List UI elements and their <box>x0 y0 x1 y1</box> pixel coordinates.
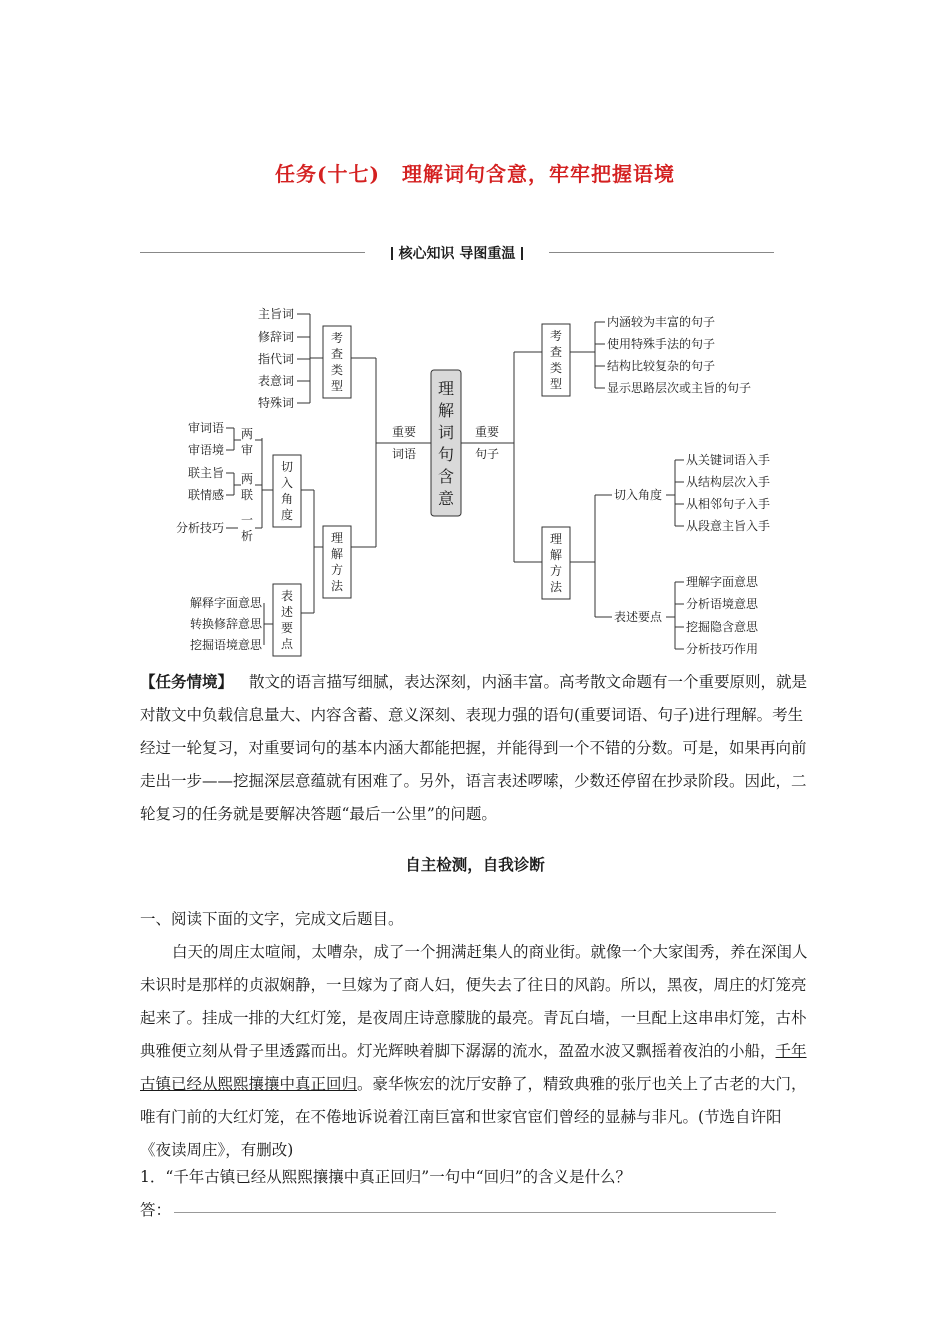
right-express-item: 挖掘隐含意思 <box>686 620 759 634</box>
task-number: 任务(十七) <box>275 162 380 186</box>
right-exam-type-item: 内涵较为丰富的句子 <box>607 315 716 329</box>
section-header <box>140 243 774 263</box>
left-exam-type-item: 修辞词 <box>257 330 294 344</box>
right-exam-type-item: 显示思路层次或主旨的句子 <box>607 381 752 395</box>
exercise-intro: 一、阅读下面的文字，完成文后题目。 <box>140 910 404 928</box>
passage <box>140 936 812 1167</box>
left-method-box-char: 解 <box>330 547 344 561</box>
right-branch-label: 重要 <box>474 425 500 439</box>
section-header-label <box>140 243 774 263</box>
left-express-item: 挖掘语境意思 <box>189 638 262 652</box>
passage-text-after: 。豪华恢宏的沈厅安静了，精致典雅的张厅也关上了古老的大门，唯有门前的大红灯笼，在不倦地诉说着江南巨富和世家官宦们曾经的显赫与非凡。(节选自许阳《夜读周庄》，有删改) <box>140 1075 807 1159</box>
right-express-label: 表述要点 <box>614 610 663 624</box>
left-angle-tag: 析 <box>240 529 254 543</box>
right-express-item: 理解字面意思 <box>686 575 759 589</box>
left-angle-item: 分析技巧 <box>175 521 224 535</box>
left-express-box-char: 述 <box>280 605 294 619</box>
left-angle-item: 审词语 <box>187 421 224 435</box>
left-exam-type-item: 指代词 <box>257 352 294 366</box>
left-branch-label: 重要 <box>391 425 417 439</box>
left-express-box-char: 点 <box>280 637 294 651</box>
subheading: 自主检测，自我诊断 <box>405 855 545 874</box>
left-exam-type-item: 表意词 <box>257 374 294 388</box>
right-angle-label: 切入角度 <box>614 488 663 502</box>
left-method-box-char: 理 <box>330 531 344 545</box>
answer-line[interactable] <box>174 1212 776 1213</box>
center-char: 词 <box>437 423 455 442</box>
right-exam-type-item: 使用特殊手法的句子 <box>607 337 716 351</box>
answer-label: 答： <box>140 1201 172 1219</box>
left-exam-types-box-char: 类 <box>330 363 344 377</box>
right-angle-item: 从结构层次入手 <box>686 475 771 489</box>
task-context-paragraph <box>140 665 812 831</box>
right-branch-label: 句子 <box>474 447 500 461</box>
left-exam-types-box-char: 型 <box>330 379 344 393</box>
mind-map <box>0 290 950 670</box>
right-method-box-char: 方 <box>549 564 563 578</box>
left-angle-tag: 两 <box>240 472 254 486</box>
right-method-box-char: 法 <box>549 580 563 594</box>
left-angle-item: 联情感 <box>187 488 224 502</box>
left-express-box-char: 表 <box>280 589 294 603</box>
section-header-text: 核心知识 导图重温 <box>398 246 516 262</box>
right-angle-item: 从关键词语入手 <box>686 453 771 467</box>
right-exam-types-box-char: 型 <box>549 377 563 391</box>
right-exam-type-item: 结构比较复杂的句子 <box>607 359 716 373</box>
left-angle-tag: 一 <box>240 513 254 527</box>
left-express-item: 解释字面意思 <box>189 596 262 610</box>
right-exam-types-box-char: 考 <box>549 329 563 343</box>
left-angle-tag: 两 <box>240 427 254 441</box>
right-exam-types-box-char: 类 <box>549 361 563 375</box>
center-char: 理 <box>437 379 455 398</box>
task-context-label: 【任务情境】 <box>140 672 234 691</box>
left-exam-types-box-char: 查 <box>330 347 344 361</box>
left-angle-box-char: 度 <box>280 508 294 522</box>
right-express-item: 分析语境意思 <box>686 597 759 611</box>
passage-underlined-sentence: 千年古镇已经从熙熙攘攘中真正回归 <box>140 1042 807 1093</box>
task-context-text: 散文的语言描写细腻，表达深刻，内涵丰富。高考散文命题有一个重要原则，就是对散文中负载信息量大、内容含蓄、意义深刻、表现力强的语句(重要词语、句子)进行理解。考生经过一轮复习，对重要词句的基本内涵大都能把握，并能得到一个不错的分数。可是，如果再向前走出一步——挖掘深层意蕴就有困难了。另外，语言表述啰嗦，少数还停留在抄录阶段。因此，二轮复习的任务就是要解决答题“最后一公里”的问题。 <box>140 673 808 823</box>
left-angle-tag: 联 <box>240 488 254 502</box>
center-char: 句 <box>437 445 455 464</box>
center-char: 意 <box>437 489 455 508</box>
left-exam-types-box-char: 考 <box>330 331 344 345</box>
right-express-item: 分析技巧作用 <box>686 642 759 656</box>
right-angle-item: 从段意主旨入手 <box>686 519 771 533</box>
task-title: 理解词句含意，牢牢把握语境 <box>401 162 675 186</box>
center-char: 含 <box>437 467 455 486</box>
left-exam-type-item: 特殊词 <box>257 396 294 410</box>
right-exam-types-box-char: 查 <box>549 345 563 359</box>
passage-text-before: 白天的周庄太喧闹，太嘈杂，成了一个拥满赶集人的商业街。就像一个大家闺秀，养在深闺人未识时是那样的贞淑娴静，一旦嫁为了商人妇，便失去了往日的风韵。所以，黑夜，周庄的灯笼亮起来了。挂成一排的大红灯笼，是夜周庄诗意朦胧的最亮。青瓦白墙，一旦配上这串串灯笼，古朴典雅便立刻从骨子里透露而出。灯光辉映着脚下潺潺的流水，盈盈水波又飘摇着夜泊的小船， <box>140 943 808 1060</box>
left-express-item: 转换修辞意思 <box>189 617 262 631</box>
center-char: 解 <box>437 401 455 420</box>
question-1: 1．“千年古镇已经从熙熙攘攘中真正回归”一句中“回归”的含义是什么？ <box>140 1168 632 1186</box>
left-method-box-char: 法 <box>330 579 344 593</box>
page-title <box>0 158 950 187</box>
right-angle-item: 从相邻句子入手 <box>686 497 771 511</box>
left-express-box-char: 要 <box>280 621 294 635</box>
left-branch-label: 词语 <box>391 447 417 461</box>
left-method-box-char: 方 <box>330 563 344 577</box>
right-method-box-char: 理 <box>549 532 563 546</box>
left-angle-box-char: 入 <box>280 476 294 490</box>
left-angle-box-char: 角 <box>280 492 294 506</box>
right-method-box-char: 解 <box>549 548 563 562</box>
left-angle-tag: 审 <box>240 443 254 457</box>
left-exam-type-item: 主旨词 <box>257 307 294 321</box>
left-angle-item: 联主旨 <box>187 466 224 480</box>
left-angle-box-char: 切 <box>280 460 294 474</box>
left-angle-item: 审语境 <box>187 443 224 457</box>
